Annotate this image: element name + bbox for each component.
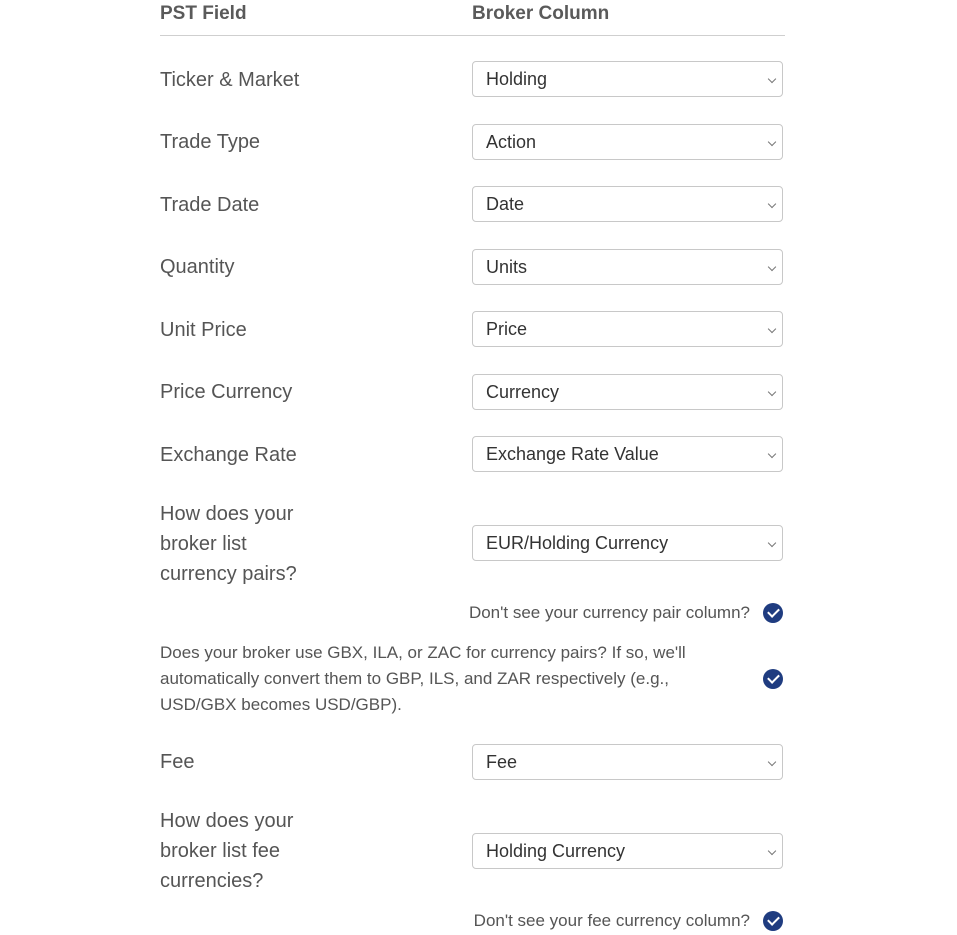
field-label-unit-price: Unit Price [160, 319, 247, 341]
exchange-rate-select-value: Exchange Rate Value [486, 444, 659, 464]
check-circle-icon[interactable] [763, 911, 783, 931]
chevron-down-icon [768, 539, 776, 547]
currency-pair-helper [469, 603, 783, 623]
currency-pairs-label-line: broker list [160, 533, 247, 555]
currency-pairs-label-line: How does your [160, 503, 294, 525]
chevron-down-icon [768, 325, 776, 333]
field-label-exchange-rate: Exchange Rate [160, 444, 297, 466]
exchange-rate-select[interactable] [472, 436, 783, 472]
conversion-note-line: automatically convert them to GBP, ILS, and ZAR respectively (e.g., [160, 669, 669, 688]
field-label-trade-type: Trade Type [160, 131, 261, 153]
unit-price-select[interactable] [472, 311, 783, 347]
field-label-price-currency: Price Currency [160, 381, 293, 403]
fee-select[interactable] [472, 744, 783, 780]
chevron-down-icon [768, 263, 776, 271]
trade-date-select[interactable] [472, 186, 783, 222]
check-circle-icon[interactable] [763, 603, 783, 623]
chevron-down-icon [768, 388, 776, 396]
conversion-note-line: USD/GBX becomes USD/GBP). [160, 695, 402, 714]
currency-pairs-label-line: currency pairs? [160, 563, 297, 585]
ticker-select-value: Holding [486, 69, 548, 89]
chevron-down-icon [768, 138, 776, 146]
field-label-quantity: Quantity [160, 256, 235, 278]
currency-pairs-select[interactable] [472, 525, 783, 561]
quantity-select[interactable] [472, 249, 783, 285]
mapping-header [160, 0, 785, 36]
trade-date-select-value: Date [486, 194, 525, 214]
price-currency-select-value: Currency [486, 382, 560, 402]
ticker-select[interactable] [472, 61, 783, 97]
chevron-down-icon [768, 450, 776, 458]
currency-conversion-note [160, 640, 700, 718]
pst-field-heading: PST Field [160, 3, 247, 24]
unit-price-select-value: Price [486, 319, 528, 339]
chevron-down-icon [768, 847, 776, 855]
trade-type-select[interactable] [472, 124, 783, 160]
field-label-trade-date: Trade Date [160, 194, 260, 216]
fee-select-value: Fee [486, 752, 518, 772]
trade-type-select-value: Action [486, 132, 537, 152]
field-label-fee: Fee [160, 751, 195, 773]
column-mapping-form [160, 0, 785, 930]
currency-pairs-select-value: EUR/Holding Currency [486, 533, 669, 553]
fee-currency-select[interactable] [472, 833, 783, 869]
check-circle-icon[interactable] [763, 669, 783, 689]
chevron-down-icon [768, 200, 776, 208]
field-label-fee-currency [160, 806, 293, 896]
fee-currency-helper [474, 911, 783, 931]
field-label-currency-pairs [160, 499, 297, 589]
fee-currency-helper-text: Don't see your fee currency column? [473, 911, 750, 930]
chevron-down-icon [768, 758, 776, 766]
fee-currency-select-value: Holding Currency [486, 841, 626, 861]
price-currency-select[interactable] [472, 374, 783, 410]
chevron-down-icon [768, 75, 776, 83]
broker-column-heading: Broker Column [472, 3, 610, 24]
conversion-note-line: Does your broker use GBX, ILA, or ZAC for currency pairs? If so, we'll [160, 643, 686, 662]
quantity-select-value: Units [486, 257, 528, 277]
fee-currency-label-line: How does your [160, 810, 294, 832]
field-label-ticker: Ticker & Market [160, 69, 300, 91]
fee-currency-label-line: broker list fee [160, 840, 281, 862]
currency-pair-helper-text: Don't see your currency pair column? [468, 603, 750, 622]
fee-currency-label-line: currencies? [160, 870, 264, 892]
